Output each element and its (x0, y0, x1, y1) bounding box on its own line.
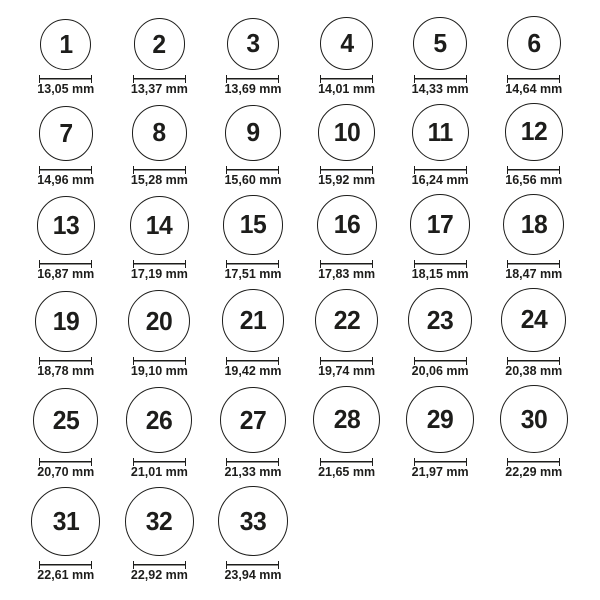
ring-size-number: 17 (426, 208, 454, 239)
ring-size-item (113, 387, 207, 479)
ring-size-item (300, 386, 394, 479)
ring-size-number: 32 (146, 505, 173, 536)
diameter-label: 17,19 mm (130, 266, 188, 281)
ring-size-item (393, 288, 487, 378)
ring-size-number: 23 (426, 304, 454, 335)
ring-circle (132, 105, 187, 160)
ring-size-item (113, 487, 207, 582)
ring-size-number: 25 (52, 405, 80, 436)
diameter-label: 19,74 mm (318, 364, 376, 379)
ring-size-number: 31 (52, 506, 80, 537)
diameter-label: 13,05 mm (37, 82, 95, 96)
ring-size-item (300, 104, 394, 186)
ring-circle (220, 387, 286, 453)
diameter-label: 14,64 mm (505, 82, 563, 96)
ring-circle (410, 194, 470, 254)
ring-circle (33, 388, 98, 453)
ring-size-number: 18 (520, 208, 548, 239)
ring-circle (313, 386, 380, 453)
ring-size-item (487, 385, 581, 479)
diameter-label: 14,96 mm (37, 172, 95, 187)
diameter-label: 22,29 mm (505, 465, 563, 480)
ring-circle (227, 18, 279, 70)
ring-size-item (393, 386, 487, 480)
ring-circle (31, 487, 100, 556)
ring-circle (35, 291, 97, 353)
ring-circle (223, 195, 282, 254)
ring-circle (408, 288, 472, 352)
ring-circle (413, 17, 466, 70)
ring-size-number: 20 (146, 305, 173, 336)
ring-size-item (19, 487, 113, 582)
ring-size-number: 24 (520, 304, 548, 335)
ring-size-number: 27 (239, 404, 267, 435)
ring-size-item (393, 194, 487, 280)
ring-size-item (487, 288, 581, 379)
diameter-label: 22,92 mm (130, 568, 188, 583)
ring-circle (503, 194, 564, 255)
ring-size-item (206, 486, 300, 582)
diameter-label: 20,38 mm (505, 364, 563, 379)
ring-size-number: 15 (239, 209, 267, 240)
ring-circle (412, 104, 469, 161)
ring-size-item (19, 19, 113, 96)
ring-size-number: 12 (520, 116, 548, 147)
ring-size-item (206, 18, 300, 96)
chart-row (19, 194, 581, 281)
ring-size-number: 22 (333, 304, 360, 335)
ring-size-item (487, 16, 581, 96)
ring-size-number: 29 (426, 403, 454, 434)
ring-size-number: 21 (239, 305, 267, 336)
diameter-label: 17,83 mm (318, 266, 376, 281)
diameter-label: 17,51 mm (224, 266, 282, 281)
ring-circle (225, 105, 281, 161)
ring-size-item (113, 290, 207, 378)
ring-size-number: 13 (52, 209, 80, 240)
ring-size-item (487, 194, 581, 281)
ring-size-item (113, 18, 207, 96)
ring-circle (507, 16, 561, 70)
ring-size-number: 2 (152, 28, 167, 59)
ring-size-number: 30 (520, 403, 548, 434)
ring-size-number: 7 (59, 117, 73, 148)
ring-circle (40, 19, 91, 70)
ring-circle (39, 106, 94, 161)
ring-circle (134, 18, 186, 70)
ring-size-number: 8 (152, 117, 167, 148)
ring-circle (406, 386, 474, 454)
ring-size-item (113, 105, 207, 186)
diameter-label: 14,01 mm (318, 82, 376, 96)
chart-row (19, 16, 581, 96)
ring-circle (320, 17, 373, 70)
ring-size-number: 1 (59, 29, 73, 59)
ring-circle (125, 487, 194, 556)
ring-circle (37, 196, 95, 254)
ring-circle (501, 288, 566, 353)
ring-circle (222, 289, 285, 352)
ring-size-item (19, 196, 113, 280)
ring-size-item (113, 196, 207, 281)
ring-circle (126, 387, 192, 453)
diameter-label: 21,97 mm (411, 465, 469, 480)
diameter-label: 16,87 mm (37, 266, 95, 281)
diameter-label: 20,06 mm (411, 364, 469, 379)
ring-size-number: 4 (339, 28, 354, 59)
diameter-label: 14,33 mm (411, 82, 469, 96)
diameter-label: 15,60 mm (224, 172, 282, 187)
ring-size-number: 33 (239, 505, 267, 536)
diameter-label: 21,01 mm (130, 465, 188, 480)
ring-size-number: 6 (527, 27, 541, 58)
chart-rows (19, 16, 581, 582)
ring-size-number: 5 (433, 27, 447, 58)
ring-size-number: 9 (246, 117, 260, 148)
diameter-label: 18,15 mm (411, 266, 469, 281)
ring-size-number: 14 (146, 209, 173, 240)
diameter-label: 21,65 mm (318, 465, 376, 480)
chart-row (19, 288, 581, 379)
ring-size-number: 3 (246, 28, 260, 59)
ring-circle (505, 103, 563, 161)
ring-size-number: 16 (333, 209, 360, 240)
ring-size-item (206, 105, 300, 187)
ring-size-item (19, 291, 113, 379)
diameter-label: 13,69 mm (224, 82, 282, 96)
diameter-label: 18,47 mm (505, 266, 563, 281)
ring-circle (317, 195, 377, 255)
ring-circle (218, 486, 288, 556)
diameter-label: 18,78 mm (37, 364, 95, 379)
diameter-label: 19,10 mm (130, 364, 188, 379)
diameter-label: 15,28 mm (130, 172, 188, 187)
diameter-label: 23,94 mm (224, 568, 282, 583)
ring-size-item (206, 289, 300, 378)
ring-size-item (19, 106, 113, 187)
diameter-label: 19,42 mm (224, 364, 282, 379)
ring-size-item (206, 195, 300, 280)
ring-size-item (206, 387, 300, 479)
ring-size-item (393, 104, 487, 187)
diameter-label: 16,24 mm (411, 172, 469, 187)
chart-row (19, 385, 581, 479)
ring-size-number: 28 (333, 404, 360, 435)
diameter-label: 13,37 mm (130, 82, 188, 96)
diameter-label: 20,70 mm (37, 465, 95, 480)
ring-circle (130, 196, 189, 255)
ring-circle (128, 290, 190, 352)
ring-circle (500, 385, 568, 453)
diameter-label: 16,56 mm (505, 172, 563, 187)
ring-size-number: 26 (146, 404, 173, 435)
ring-size-number: 11 (427, 116, 453, 147)
ring-size-item (393, 17, 487, 96)
ring-size-item (300, 17, 394, 96)
chart-row (19, 103, 581, 187)
ring-size-item (300, 289, 394, 378)
ring-size-number: 10 (333, 116, 360, 147)
ring-circle (315, 289, 378, 352)
ring-circle (318, 104, 374, 160)
diameter-label: 15,92 mm (318, 172, 376, 187)
ring-size-number: 19 (52, 305, 80, 336)
ring-size-item (300, 195, 394, 281)
ring-size-item (19, 388, 113, 479)
chart-row (19, 486, 581, 582)
ring-size-item (487, 103, 581, 187)
diameter-label: 21,33 mm (224, 465, 282, 480)
diameter-label: 22,61 mm (37, 568, 95, 583)
